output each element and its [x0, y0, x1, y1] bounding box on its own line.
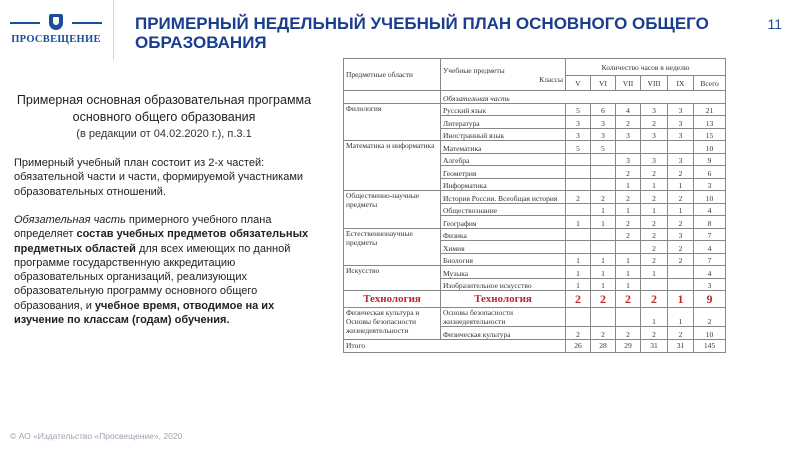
area-technology: Технология [344, 291, 441, 308]
logo-shield-icon [49, 14, 63, 30]
hours-cell: 2 [668, 253, 694, 266]
hours-cell: 2 [641, 241, 668, 254]
hours-cell: 2 [641, 191, 668, 204]
subject-name: Физика [441, 228, 566, 241]
table-row-total [344, 339, 726, 352]
hours-total-cell: 2 [694, 308, 726, 327]
hours-total-cell: 3 [694, 178, 726, 191]
copyright-footer: © АО «Издательство «Просвещение», 2020 [10, 431, 183, 441]
hours-cell: 2 [616, 291, 641, 308]
hours-cell: 3 [668, 103, 694, 116]
subject-name: Изобразительное искусство [441, 278, 566, 291]
subject-name: Основы безопасности жизнедеятельности [441, 308, 566, 327]
hours-cell: 2 [641, 216, 668, 229]
hours-cell [641, 278, 668, 291]
hours-cell: 2 [616, 327, 641, 340]
hours-cell: 1 [591, 216, 616, 229]
hours-cell: 2 [616, 216, 641, 229]
grade-9: IX [668, 76, 694, 91]
page-number: 11 [767, 16, 782, 32]
hours-cell: 5 [566, 141, 591, 154]
hours-cell: 1 [641, 203, 668, 216]
subject-name: Алгебра [441, 153, 566, 166]
total-cell: 26 [566, 339, 591, 352]
hours-total-cell: 4 [694, 241, 726, 254]
subject-name: Обществознание [441, 203, 566, 216]
hours-cell: 3 [668, 116, 694, 129]
hours-cell: 1 [668, 291, 694, 308]
subject-name: Физическая культура [441, 327, 566, 340]
hours-cell: 3 [616, 128, 641, 141]
hours-cell: 2 [591, 191, 616, 204]
hours-total-cell: 10 [694, 141, 726, 154]
hours-cell [591, 228, 616, 241]
hours-cell [591, 241, 616, 254]
header-hours: Количество часов в неделю [566, 59, 726, 76]
hours-cell [641, 141, 668, 154]
hours-cell: 3 [566, 128, 591, 141]
hours-total-cell: 13 [694, 116, 726, 129]
hours-cell: 1 [668, 203, 694, 216]
hours-total-cell: 9 [694, 291, 726, 308]
hours-cell: 2 [641, 253, 668, 266]
table-row [344, 103, 726, 116]
hours-cell: 2 [641, 116, 668, 129]
table-header-row [344, 59, 726, 76]
hours-cell [616, 241, 641, 254]
header-classes-label: Классы [539, 74, 563, 84]
mandatory-part-term: Обязательная часть [14, 214, 126, 226]
hours-cell: 5 [591, 141, 616, 154]
curriculum-table [343, 58, 726, 353]
grade-5: V [566, 76, 591, 91]
hours-cell: 3 [668, 228, 694, 241]
header-subjects-label: Учебные предметы [443, 65, 505, 75]
program-edition: (в редакции от 04.02.2020 г.), п.3.1 [76, 128, 252, 140]
grade-6: VI [591, 76, 616, 91]
hours-cell: 1 [641, 308, 668, 327]
hours-cell: 3 [616, 153, 641, 166]
subject-name: Информатика [441, 178, 566, 191]
hours-cell: 2 [668, 241, 694, 254]
hours-total-cell: 9 [694, 153, 726, 166]
hours-total-cell: 10 [694, 191, 726, 204]
hours-cell [566, 153, 591, 166]
hours-cell [668, 141, 694, 154]
hours-cell: 3 [591, 128, 616, 141]
area-pe: Физическая культура и Основы безопасности жизнедеятельности [344, 308, 441, 340]
hours-total-cell: 6 [694, 166, 726, 179]
publisher-logo [10, 14, 102, 48]
hours-cell: 1 [616, 266, 641, 279]
hours-cell: 1 [566, 253, 591, 266]
hours-cell: 3 [668, 128, 694, 141]
hours-cell: 2 [566, 327, 591, 340]
hours-cell: 2 [668, 191, 694, 204]
empty-cell [344, 91, 441, 104]
hours-total-cell: 4 [694, 203, 726, 216]
subject-name: Биология [441, 253, 566, 266]
hours-cell: 1 [641, 178, 668, 191]
hours-total-cell: 15 [694, 128, 726, 141]
hours-cell: 1 [668, 308, 694, 327]
hours-cell [566, 228, 591, 241]
grade-7: VII [616, 76, 641, 91]
header-divider [113, 0, 114, 60]
hours-cell: 3 [641, 103, 668, 116]
hours-cell: 2 [641, 327, 668, 340]
hours-cell [591, 153, 616, 166]
table-row-technology [344, 291, 726, 308]
hours-cell: 1 [566, 216, 591, 229]
page-title: ПРИМЕРНЫЙ НЕДЕЛЬНЫЙ УЧЕБНЫЙ ПЛАН ОСНОВНОГО ОБЩЕГО ОБРАЗОВАНИЯ [135, 14, 709, 52]
total-cell: 145 [694, 339, 726, 352]
hours-cell: 5 [566, 103, 591, 116]
hours-cell [616, 141, 641, 154]
area-math: Математика и информатика [344, 141, 441, 191]
area-philology: Филология [344, 103, 441, 141]
hours-cell: 1 [616, 178, 641, 191]
hours-cell: 1 [641, 266, 668, 279]
mandatory-label: Обязательная часть [441, 91, 726, 104]
plan-description: Примерный учебный план состоит из 2-х частей: обязательной части и части, формируемой участниками образовательных отношений. [14, 157, 304, 198]
hours-cell: 2 [566, 191, 591, 204]
hours-cell: 2 [641, 228, 668, 241]
hours-cell: 3 [641, 128, 668, 141]
text-fragment: для всех имеющих по данной программе государственную аккредитацию образовательных организаций, реализующих образовательную программу основного общего образования, и [14, 242, 291, 312]
text-fragment: примерного учебного плана определяет [14, 214, 272, 241]
hours-cell: 2 [616, 166, 641, 179]
hours-cell: 2 [668, 166, 694, 179]
table-row [344, 191, 726, 204]
hours-total-cell: 7 [694, 253, 726, 266]
hours-cell: 2 [641, 166, 668, 179]
hours-cell [591, 178, 616, 191]
hours-cell: 2 [641, 291, 668, 308]
hours-cell: 1 [566, 278, 591, 291]
hours-cell: 3 [591, 116, 616, 129]
table-row [344, 266, 726, 279]
mandatory-row [344, 91, 726, 104]
emphasis-time: учебное время, отводимое на их изучение по классам (годам) обучения. [14, 299, 275, 327]
hours-cell: 1 [591, 278, 616, 291]
table-row [344, 228, 726, 241]
hours-total-cell: 3 [694, 278, 726, 291]
hours-cell: 3 [668, 153, 694, 166]
hours-total-cell: 4 [694, 266, 726, 279]
hours-cell: 3 [566, 116, 591, 129]
logo-line-left [10, 22, 40, 24]
hours-cell: 1 [668, 178, 694, 191]
total-cell: 28 [591, 339, 616, 352]
grade-total: Всего [694, 76, 726, 91]
hours-cell: 1 [591, 266, 616, 279]
total-cell: 31 [668, 339, 694, 352]
area-science: Естественнонаучные предметы [344, 228, 441, 266]
header-areas: Предметные области [344, 59, 441, 91]
hours-cell: 1 [591, 253, 616, 266]
hours-cell: 2 [566, 291, 591, 308]
area-art: Искусство [344, 266, 441, 291]
hours-total-cell: 8 [694, 216, 726, 229]
subject-name: Химия [441, 241, 566, 254]
hours-cell: 1 [616, 253, 641, 266]
hours-cell [668, 266, 694, 279]
hours-cell: 2 [668, 327, 694, 340]
total-cell: 31 [641, 339, 668, 352]
hours-cell: 1 [566, 266, 591, 279]
hours-cell: 6 [591, 103, 616, 116]
hours-cell [591, 308, 616, 327]
hours-total-cell: 21 [694, 103, 726, 116]
subject-technology: Технология [441, 291, 566, 308]
subject-name: География [441, 216, 566, 229]
subject-name: Русский язык [441, 103, 566, 116]
hours-cell [591, 166, 616, 179]
logo-line-right [72, 22, 102, 24]
total-cell: 29 [616, 339, 641, 352]
hours-cell: 2 [616, 116, 641, 129]
subject-name: Геометрия [441, 166, 566, 179]
program-reference [14, 92, 314, 143]
hours-cell [566, 241, 591, 254]
hours-cell: 1 [616, 278, 641, 291]
subject-name: Литература [441, 116, 566, 129]
hours-cell: 2 [616, 228, 641, 241]
hours-cell: 1 [616, 203, 641, 216]
hours-cell [668, 278, 694, 291]
emphasis-subjects: состав учебных предметов обязательных предметных областей [14, 228, 309, 255]
hours-cell: 2 [591, 291, 616, 308]
hours-cell: 3 [641, 153, 668, 166]
header-subjects [441, 59, 566, 91]
subject-name: Математика [441, 141, 566, 154]
mandatory-part-description [14, 213, 324, 327]
table-row [344, 308, 726, 327]
subject-name: Иностранный язык [441, 128, 566, 141]
hours-cell: 2 [668, 216, 694, 229]
hours-total-cell: 10 [694, 327, 726, 340]
hours-cell [616, 308, 641, 327]
hours-total-cell: 7 [694, 228, 726, 241]
total-label: Итого [344, 339, 566, 352]
hours-cell: 2 [616, 191, 641, 204]
table-row [344, 141, 726, 154]
hours-cell: 2 [591, 327, 616, 340]
publisher-name: ПРОСВЕЩЕНИЕ [11, 34, 101, 45]
hours-cell [566, 203, 591, 216]
program-title: Примерная основная образовательная программа основного общего образования [16, 93, 312, 124]
hours-cell [566, 178, 591, 191]
hours-cell: 1 [591, 203, 616, 216]
subject-name: Музыка [441, 266, 566, 279]
hours-cell [566, 308, 591, 327]
grade-8: VIII [641, 76, 668, 91]
area-social: Общественно-научные предметы [344, 191, 441, 229]
subject-name: История России. Всеобщая история [441, 191, 566, 204]
hours-cell: 4 [616, 103, 641, 116]
hours-cell [566, 166, 591, 179]
